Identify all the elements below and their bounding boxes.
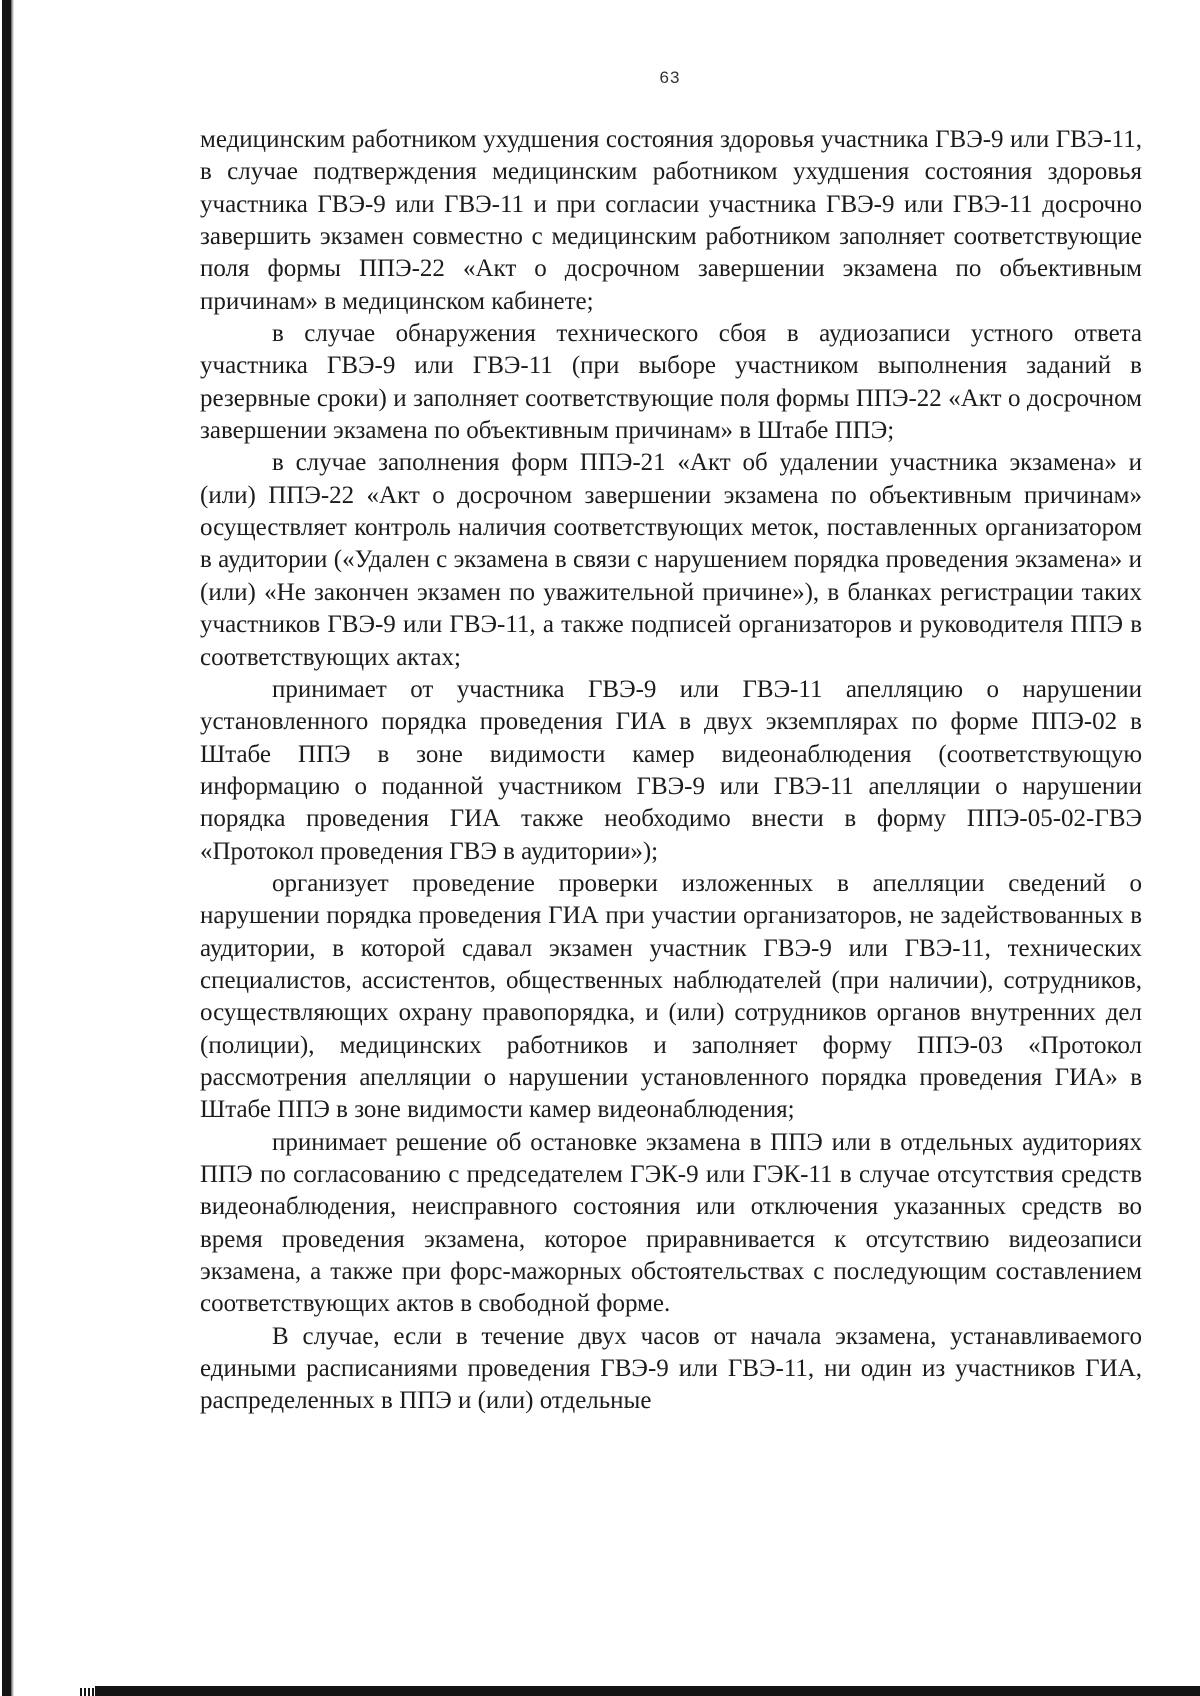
document-body <box>200 124 1142 1418</box>
scan-left-edge-shadow <box>11 0 14 1696</box>
paragraph-6: принимает решение об остановке экзамена в ППЭ или в отдельных аудиториях ППЭ по согласованию с председателем ГЭК-9 или ГЭК-11 в случае отсутствия средств видеонаблюдения, неисправного состояния или отключения указанных средств во время проведения экзамена, которое приравнивается к отсутствию видеозаписи экзамена, а также при форс-мажорных обстоятельствах с последующим составлением соответствующих актов в свободной форме. <box>200 1128 1142 1318</box>
paragraph-5: организует проведение проверки изложенных в апелляции сведений о нарушении порядка проведения ГИА при участии организаторов, не задействованных в аудитории, в которой сдавал экзамен участник ГВЭ-9 или ГВЭ-11, технических специалистов, ассистентов, общественных наблюдателей (при наличии), сотрудников, осуществляющих охрану правопорядка, и (или) сотрудников органов внутренних дел (полиции), медицинских работников и заполняет форму ППЭ-03 «Протокол рассмотрения апелляции о нарушении установленного порядка проведения ГИА» в Штабе ППЭ в зоне видимости камер видеонаблюдения; <box>200 869 1142 1124</box>
paragraph-3: в случае заполнения форм ППЭ-21 «Акт об удалении участника экзамена» и (или) ППЭ-22 «Акт о досрочном завершении экзамена по объективным причинам» осуществляет контроль наличия соответствующих меток, поставленных организатором в аудитории («Удален с экзамена в связи с нарушением порядка проведения экзамена» и (или) «Не закончен экзамен по уважительной причине»), в бланках регистрации таких участников ГВЭ-9 или ГВЭ-11, а также подписей организаторов и руководителя ППЭ в соответствующих актах; <box>200 449 1142 671</box>
paragraph-2: в случае обнаружения технического сбоя в аудиозаписи устного ответа участника ГВЭ-9 или ГВЭ-11 (при выборе участником выполнения заданий в резервные сроки) и заполняет соответствующие поля формы ППЭ-22 «Акт о досрочном завершении экзамена по объективным причинам» в Штабе ППЭ; <box>200 320 1142 445</box>
scan-left-edge <box>2 0 11 1696</box>
paragraph-7: В случае, если в течение двух часов от начала экзамена, устанавливаемого едиными расписаниями проведения ГВЭ-9 или ГВЭ-11, ни один из участников ГИА, распределенных в ППЭ и (или) отдельные <box>200 1322 1142 1415</box>
scan-bottom-ticks <box>80 1688 94 1696</box>
paragraph-4: принимает от участника ГВЭ-9 или ГВЭ-11 апелляцию о нарушении установленного порядка проведения ГИА в двух экземплярах по форме ППЭ-02 в Штабе ППЭ в зоне видимости камер видеонаблюдения (соответствующую информацию о поданной участником ГВЭ-9 или ГВЭ-11 апелляции о нарушении порядка проведения ГИА также необходимо внести в форму ППЭ-05-02-ГВЭ «Протокол проведения ГВЭ в аудитории»); <box>200 675 1142 865</box>
paragraph-1: медицинским работником ухудшения состояния здоровья участника ГВЭ-9 или ГВЭ-11, в случае подтверждения медицинским работником ухудшения состояния здоровья участника ГВЭ-9 или ГВЭ-11 и при согласии участника ГВЭ-9 или ГВЭ-11 досрочно завершить экзамен совместно с медицинским работником заполняет соответствующие поля формы ППЭ-22 «Акт о досрочном завершении экзамена по объективным причинам» в медицинском кабинете; <box>200 126 1142 315</box>
page-number: 63 <box>659 68 681 87</box>
scan-bottom-edge <box>95 1686 1200 1696</box>
